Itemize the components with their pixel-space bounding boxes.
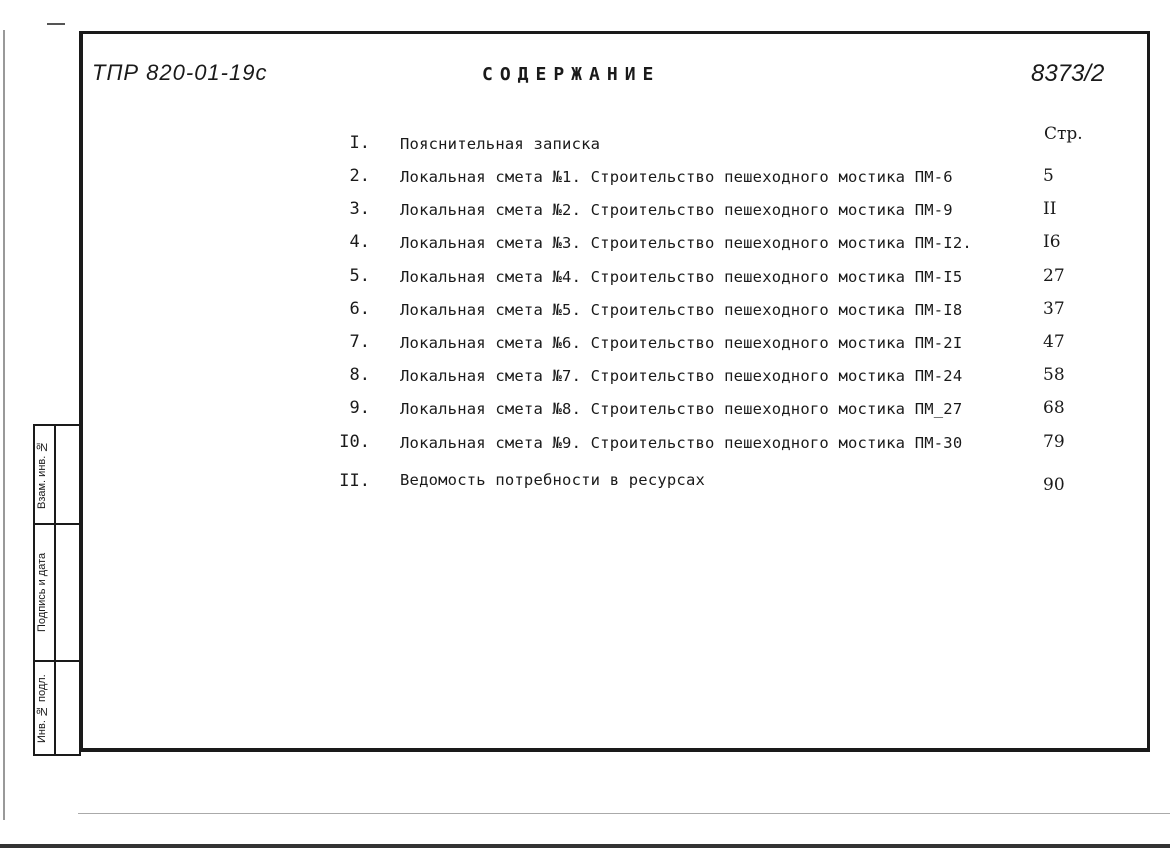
toc-row — [0, 199, 1170, 223]
toc-page: I6 — [1043, 232, 1061, 252]
toc-row — [0, 266, 1170, 290]
toc-row — [0, 166, 1170, 190]
toc-title: Пояснительная записка — [400, 135, 601, 153]
toc-page: 27 — [1043, 266, 1065, 286]
toc-row — [0, 232, 1170, 256]
toc-number: 5. — [349, 266, 370, 286]
toc-page: 58 — [1043, 365, 1065, 385]
toc-page: 47 — [1043, 332, 1065, 352]
page-column-header: Стр. — [1044, 124, 1083, 144]
stamp-label-replacement-inv: Взам. инв. № — [36, 440, 48, 509]
toc-number: 8. — [349, 365, 370, 385]
stamp-divider — [35, 523, 79, 525]
sheet-number: 8373/2 — [1031, 60, 1105, 87]
toc-title: Локальная смета №5. Строительство пешеходного мостика ПМ-I8 — [400, 301, 963, 319]
toc-title: Ведомость потребности в ресурсах — [400, 471, 706, 489]
toc-number: I0. — [339, 432, 370, 452]
toc-number: 9. — [349, 398, 370, 418]
toc-page: 5 — [1043, 166, 1054, 186]
toc-row — [0, 332, 1170, 356]
side-stamp-block — [33, 424, 81, 756]
toc-row — [0, 432, 1170, 456]
toc-title: Локальная смета №3. Строительство пешеходного мостика ПМ-I2. — [400, 234, 972, 252]
toc-title: Локальная смета №7. Строительство пешеходного мостика ПМ-24 — [400, 367, 963, 385]
toc-number: II. — [339, 471, 370, 491]
toc-number: I. — [349, 133, 370, 153]
stamp-label-signature-date: Подпись и дата — [36, 552, 48, 632]
stamp-divider — [35, 660, 79, 662]
toc-page: II — [1043, 199, 1057, 219]
toc-title: Локальная смета №4. Строительство пешеходного мостика ПМ-I5 — [400, 268, 963, 286]
toc-row — [0, 365, 1170, 389]
toc-title: Локальная смета №9. Строительство пешеходного мостика ПМ-30 — [400, 434, 963, 452]
toc-page: 68 — [1043, 398, 1065, 418]
stamp-label-original-inv: Инв. № подл. — [36, 674, 48, 743]
toc-row — [0, 398, 1170, 422]
toc-title: Локальная смета №6. Строительство пешеходного мостика ПМ-2I — [400, 334, 963, 352]
toc-number: 2. — [349, 166, 370, 186]
toc-row — [0, 299, 1170, 323]
toc-title: Локальная смета №8. Строительство пешеходного мостика ПМ_27 — [400, 400, 963, 418]
toc-page: 37 — [1043, 299, 1065, 319]
toc-page: 90 — [1043, 475, 1065, 495]
toc-number: 3. — [349, 199, 370, 219]
toc-title: Локальная смета №2. Строительство пешеходного мостика ПМ-9 — [400, 201, 953, 219]
toc-page: 79 — [1043, 432, 1065, 452]
toc-row — [0, 471, 1170, 495]
stamp-column-divider — [54, 426, 56, 754]
toc-title: Локальная смета №1. Строительство пешеходного мостика ПМ-6 — [400, 168, 953, 186]
document-code: ТПР 820-01-19с — [92, 60, 268, 85]
toc-number: 4. — [349, 232, 370, 252]
toc-number: 6. — [349, 299, 370, 319]
page-title: СОДЕРЖАНИЕ — [482, 64, 661, 85]
toc-number: 7. — [349, 332, 370, 352]
toc-row — [0, 133, 1170, 157]
